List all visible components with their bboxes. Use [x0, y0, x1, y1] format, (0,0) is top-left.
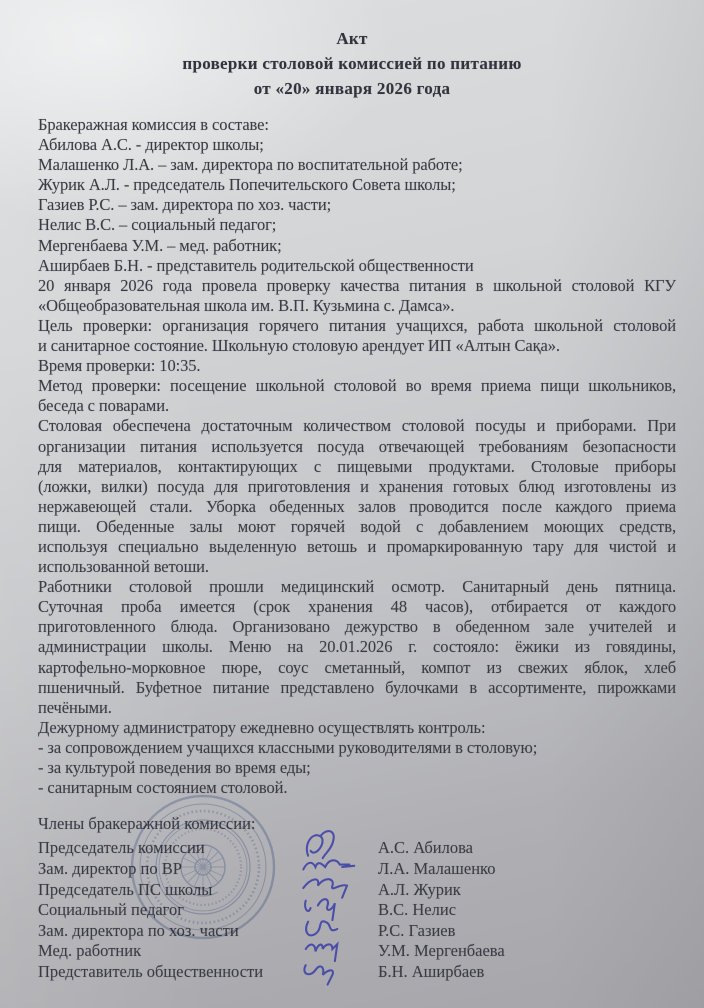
signature-row — [38, 962, 676, 983]
document-line: печёными. — [38, 697, 112, 717]
signature-section — [38, 814, 676, 982]
signature-heading: Члены бракеражной комиссии: — [38, 814, 256, 834]
title-line-3: от «20» января 2026 года — [253, 79, 451, 98]
document-line: Дежурному администратору ежедневно осуществлять контроль: — [38, 717, 486, 737]
document-line: - за сопровождением учащихся классными руководителями в столовую; — [38, 737, 538, 757]
signature-rows — [38, 838, 676, 982]
document-line: Мергенбаева У.М. – мед. работник; — [38, 235, 282, 255]
signer-role: Зам. директора по хоз. части — [38, 920, 239, 940]
document-line: Газиев Р.С. – зам. директора по хоз. части; — [38, 195, 332, 215]
signer-name: Л.А. Малашенко — [378, 859, 496, 879]
document-line: «Общеобразовательная школа им. В.П. Кузьмина с. Дамса». — [38, 295, 455, 315]
document-line: - за культурой поведения во время еды; — [38, 758, 311, 777]
signer-role: Представитель общественности — [38, 962, 264, 982]
document-line: (ложки, вилки) посуда для приготовления и хранения готовых блюд изготовлены из — [38, 476, 676, 496]
document-line: Бракеражная комиссия в составе: — [38, 115, 269, 134]
document-line: и санитарное состояние. Школьную столовую арендует ИП «Алтын Сақа». — [38, 336, 560, 356]
document-line: Метод проверки: посещение школьной столовой во время приема пищи школьников, — [38, 376, 676, 396]
document-line: Суточная проба имеется (срок хранения 48 часов), отбирается от каждого — [38, 597, 676, 617]
signer-name: В.С. Нелис — [378, 900, 457, 920]
document-line: пшеничный. Буфетное питание представлено булочками в ассортименте, пирожками — [38, 677, 676, 697]
signer-role: Председатель комиссии — [38, 838, 205, 858]
signature-ink-icon — [300, 962, 378, 982]
signer-name: Р.С. Газиев — [378, 920, 456, 940]
document-line: использованной ветоши. — [38, 557, 209, 577]
document-line: администрации школы. Меню на 20.01.2026 г. состояло: ёжики из говядины, — [38, 637, 676, 657]
document-line: нержавеющей стали. Уборка обеденных залов проводится после каждого приема — [38, 496, 676, 516]
document-line: Цель проверки: организация горячего питания учащихся, работа школьной столовой — [38, 315, 676, 335]
signer-name: Б.Н. Аширбаев — [378, 962, 485, 982]
signer-role: Зам. директор по ВР — [38, 859, 182, 879]
document-line: беседа с поварами. — [38, 396, 169, 416]
title-line-1: Акт — [336, 29, 368, 48]
signer-name: А.Л. Журик — [378, 879, 461, 899]
document-line: - санитарным состоянием столовой. — [38, 778, 288, 798]
document-line: картофельно-морковное пюре, соус сметанный, компот из свежих яблок, хлеб — [38, 657, 676, 677]
document-line: для материалов, контактирующих с пищевыми продуктами. Столовые приборы — [38, 456, 676, 476]
document-body — [38, 115, 676, 798]
document-line: используя специально выделенную ветошь и промаркированную тару для чистой и — [38, 536, 676, 556]
document-line: 20 января 2026 года провела проверку качества питания в школьной столовой КГУ — [38, 275, 676, 295]
document-line: Столовая обеспечена достаточным количеством столовой посуды и приборами. При — [38, 416, 676, 436]
document-line: Работники столовой прошли медицинский осмотр. Санитарный день пятница. — [38, 577, 676, 597]
signer-name: А.С. Абилова — [378, 838, 473, 858]
document-line: Нелис В.С. – социальный педагог; — [38, 215, 277, 235]
document-line: Малашенко Л.А. – зам. директора по воспитательной работе; — [38, 155, 463, 175]
signer-role: Председатель ПС школы — [38, 879, 213, 899]
signer-role: Социальный педагог — [38, 900, 185, 920]
document-line: Журик А.Л. - председатель Попечительского Совета школы; — [38, 175, 456, 195]
signer-role: Мед. работник — [38, 941, 142, 961]
document-line: пищи. Обеденные залы моют горячей водой с добавлением моющих средств, — [38, 516, 676, 536]
document-title — [0, 0, 704, 101]
document-line: Время проверки: 10:35. — [38, 356, 201, 376]
document-line: организации питания используется посуда отвечающей требованиям безопасности — [38, 436, 676, 456]
document-line: приготовленного блюда. Организовано дежурство в обеденном зале учителей и — [38, 617, 676, 637]
signer-name: У.М. Мергенбаева — [378, 941, 505, 961]
document-line: Аширбаев Б.Н. - представитель родительской общественности — [38, 255, 474, 275]
title-line-2: проверки столовой комиссией по питанию — [182, 54, 522, 73]
document-line: Абилова А.С. - директор школы; — [38, 135, 264, 155]
